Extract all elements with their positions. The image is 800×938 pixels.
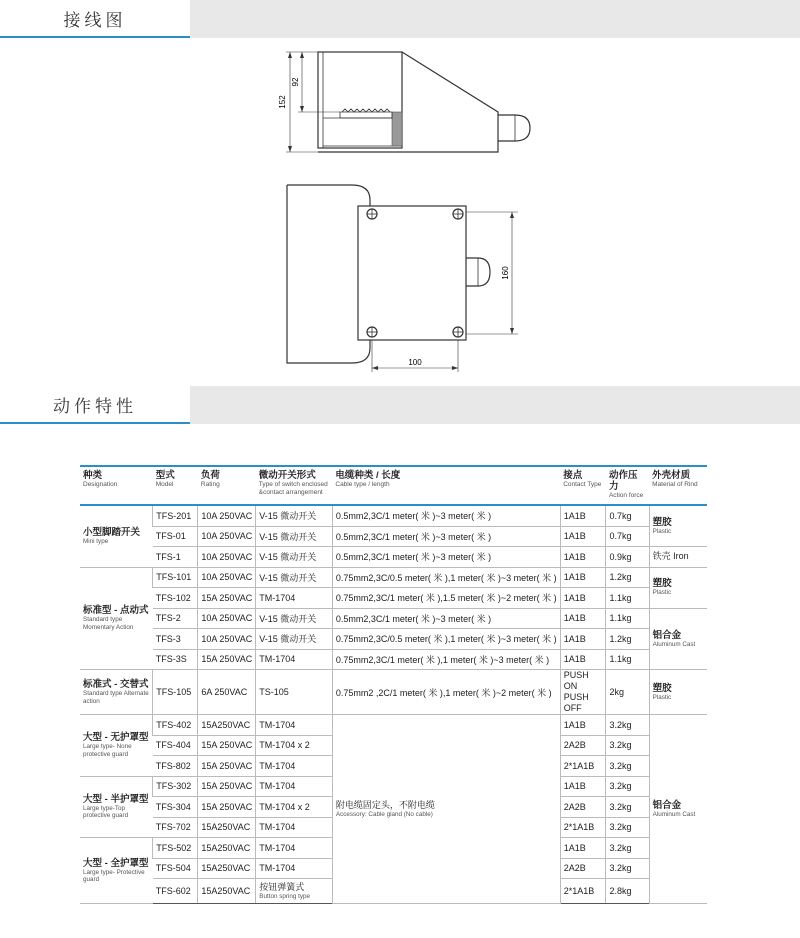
switch-cell: V-15 微动开关 (256, 526, 333, 547)
characteristics-section-header (0, 386, 800, 424)
model-cell: TFS-302 (153, 776, 198, 797)
header-contact: 接点 Contact Type (560, 466, 606, 505)
header-switch-type: 微动开关形式 Type of switch enclosed &contact arrangement (256, 466, 333, 505)
switch-cell: TM-1704 (256, 756, 333, 777)
force-cell: 3.2kg (606, 776, 649, 797)
model-cell: TFS-602 (153, 879, 198, 904)
table-row (80, 588, 707, 609)
switch-cell: TM-1704 (256, 817, 333, 838)
dim-label-152: 152 (278, 95, 287, 109)
rating-cell: 10A 250VAC (198, 567, 256, 588)
model-cell: TFS-3 (153, 629, 198, 650)
group-cell: 大型 - 无护罩型 Large type- None protective guard (80, 715, 153, 777)
contact-cell: 2A2B (560, 858, 606, 879)
contact-cell: 1A1B (560, 629, 606, 650)
header-designation: 种类 Designation (80, 466, 153, 505)
rating-cell: 15A 250VAC (198, 756, 256, 777)
contact-cell: 2*1A1B (560, 817, 606, 838)
rating-cell: 15A250VAC (198, 879, 256, 904)
model-cell: TFS-802 (153, 756, 198, 777)
header-bar-background (190, 386, 800, 424)
group-cell: 标准式 - 交替式 Standard type Alternate action (80, 670, 153, 715)
contact-cell: 1A1B (560, 715, 606, 736)
contact-cell: 1A1B (560, 838, 606, 859)
force-cell: 2.8kg (606, 879, 649, 904)
contact-cell: 1A1B (560, 547, 606, 568)
contact-cell: 2A2B (560, 797, 606, 818)
force-cell: 3.2kg (606, 838, 649, 859)
contact-cell: 1A1B (560, 649, 606, 670)
dimension-drawing (0, 40, 800, 380)
force-cell: 3.2kg (606, 715, 649, 736)
rating-cell: 15A 250VAC (198, 649, 256, 670)
table-row (80, 670, 707, 715)
table-header-row (80, 466, 707, 505)
model-cell: TFS-01 (153, 526, 198, 547)
cable-cell: 0.75mm2,3C/1 meter( 米 ),1 meter( 米 )~3 meter( 米 ) (332, 649, 560, 670)
force-cell: 3.2kg (606, 797, 649, 818)
contact-cell: 1A1B (560, 776, 606, 797)
model-cell: TFS-304 (153, 797, 198, 818)
table-row (80, 715, 707, 736)
side-view-body (318, 52, 402, 148)
top-view-outline (287, 185, 370, 206)
contact-cell: PUSH ON PUSH OFF (560, 670, 606, 715)
table-row (80, 649, 707, 670)
spring-icon (342, 109, 390, 112)
contact-cell: 2*1A1B (560, 756, 606, 777)
cable-cell: 0.75mm2 ,2C/1 meter( 米 ),1 meter( 米 )~2 meter( 米 ) (332, 670, 560, 715)
cable-cell: 0.75mm2,3C/0.5 meter( 米 ),1 meter( 米 )~3 meter( 米 ) (332, 629, 560, 650)
rating-cell: 15A250VAC (198, 858, 256, 879)
rating-cell: 6A 250VAC (198, 670, 256, 715)
force-cell: 1.1kg (606, 608, 649, 629)
contact-cell: 2A2B (560, 735, 606, 756)
rating-cell: 15A 250VAC (198, 776, 256, 797)
force-cell: 1.1kg (606, 588, 649, 609)
cable-cell: 0.75mm2,3C/1 meter( 米 ),1.5 meter( 米 )~2 meter( 米 ) (332, 588, 560, 609)
model-cell: TFS-502 (153, 838, 198, 859)
contact-cell: 1A1B (560, 505, 606, 526)
switch-cell: V-15 微动开关 (256, 567, 333, 588)
header-model: 型式 Model (153, 466, 198, 505)
header-force: 动作压力 Action force (606, 466, 649, 505)
cable-cell: 0.5mm2,3C/1 meter( 米 )~3 meter( 米 ) (332, 547, 560, 568)
model-cell: TFS-102 (153, 588, 198, 609)
rating-cell: 15A 250VAC (198, 735, 256, 756)
group-cell: 大型 - 半护罩型 Large type-Top protective guard (80, 776, 153, 838)
force-cell: 0.7kg (606, 505, 649, 526)
table-row (80, 608, 707, 629)
group-cell: 小型脚踏开关 Mini type (80, 505, 153, 567)
rating-cell: 10A 250VAC (198, 505, 256, 526)
force-cell: 1.2kg (606, 629, 649, 650)
model-cell: TFS-1 (153, 547, 198, 568)
switch-cell: V-15 微动开关 (256, 608, 333, 629)
switch-cell: TM-1704 (256, 858, 333, 879)
switch-cell: TM-1704 (256, 776, 333, 797)
section-underline (0, 422, 190, 424)
table-row (80, 547, 707, 568)
group-cell: 标准型 - 点动式 Standard type Momentary Action (80, 567, 153, 670)
model-cell: TFS-101 (153, 567, 198, 588)
contact-cell: 1A1B (560, 567, 606, 588)
material-cell: 塑胶 Plastic (649, 567, 707, 608)
dim-label-100: 100 (408, 358, 422, 367)
group-cell: 大型 - 全护罩型 Large type- Protective guard (80, 838, 153, 904)
dim-label-92: 92 (291, 77, 300, 87)
header-bar-background (190, 0, 800, 38)
contact-cell: 2*1A1B (560, 879, 606, 904)
force-cell: 0.9kg (606, 547, 649, 568)
material-cell: 铁壳 Iron (649, 547, 707, 568)
rating-cell: 15A250VAC (198, 838, 256, 859)
force-cell: 3.2kg (606, 817, 649, 838)
header-rating: 负荷 Rating (198, 466, 256, 505)
rating-cell: 10A 250VAC (198, 526, 256, 547)
rating-cell: 15A 250VAC (198, 588, 256, 609)
table-row (80, 505, 707, 526)
material-cell: 塑胶 Plastic (649, 505, 707, 547)
force-cell: 0.7kg (606, 526, 649, 547)
cable-cell: 0.75mm2,3C/0.5 meter( 米 ),1 meter( 米 )~3 meter( 米 ) (332, 567, 560, 588)
material-cell: 铝合金 Aluminum Cast (649, 608, 707, 670)
table-row (80, 526, 707, 547)
spec-table (80, 465, 707, 904)
force-cell: 3.2kg (606, 735, 649, 756)
header-cable: 电缆种类 / 长度 Cable type / length (332, 466, 560, 505)
switch-cell: 按钮弹簧式 Button spring type (256, 879, 333, 904)
switch-cell: TM-1704 (256, 838, 333, 859)
rating-cell: 10A 250VAC (198, 608, 256, 629)
model-cell: TFS-702 (153, 817, 198, 838)
wiring-section-header (0, 0, 800, 38)
rating-cell: 15A 250VAC (198, 797, 256, 818)
rating-cell: 15A250VAC (198, 817, 256, 838)
model-cell: TFS-504 (153, 858, 198, 879)
switch-cell: V-15 微动开关 (256, 505, 333, 526)
table-row (80, 629, 707, 650)
model-cell: TFS-404 (153, 735, 198, 756)
force-cell: 1.1kg (606, 649, 649, 670)
section-title: 动作特性 (53, 396, 137, 417)
contact-cell: 1A1B (560, 588, 606, 609)
model-cell: TFS-3S (153, 649, 198, 670)
force-cell: 3.2kg (606, 858, 649, 879)
switch-cell: V-15 微动开关 (256, 629, 333, 650)
table-row (80, 567, 707, 588)
rating-cell: 10A 250VAC (198, 629, 256, 650)
side-view-switch (392, 112, 402, 146)
force-cell: 1.2kg (606, 567, 649, 588)
section-title: 接线图 (63, 10, 127, 31)
force-cell: 3.2kg (606, 756, 649, 777)
switch-cell: TM-1704 (256, 649, 333, 670)
model-cell: TFS-105 (153, 670, 198, 715)
cable-cell: 附电缆固定头，不附电缆 Accessory: Cable gland (No cable) (332, 715, 560, 904)
side-view-pedal (402, 52, 498, 152)
model-cell: TFS-2 (153, 608, 198, 629)
switch-cell: TM-1704 x 2 (256, 797, 333, 818)
force-cell: 2kg (606, 670, 649, 715)
model-cell: TFS-201 (153, 505, 198, 526)
cable-cell: 0.5mm2,3C/1 meter( 米 )~3 meter( 米 ) (332, 505, 560, 526)
cable-cell: 0.5mm2,3C/1 meter( 米 )~3 meter( 米 ) (332, 608, 560, 629)
switch-cell: TM-1704 (256, 715, 333, 736)
material-cell: 铝合金 Aluminum Cast (649, 715, 707, 904)
material-cell: 塑胶 Plastic (649, 670, 707, 715)
switch-cell: TS-105 (256, 670, 333, 715)
side-view-button (498, 115, 530, 141)
switch-cell: TM-1704 (256, 588, 333, 609)
dim-label-160: 160 (501, 266, 510, 280)
model-cell: TFS-402 (153, 715, 198, 736)
top-view-base (358, 206, 466, 340)
switch-cell: TM-1704 x 2 (256, 735, 333, 756)
section-underline (0, 36, 190, 38)
contact-cell: 1A1B (560, 608, 606, 629)
rating-cell: 15A250VAC (198, 715, 256, 736)
cable-cell: 0.5mm2,3C/1 meter( 米 )~3 meter( 米 ) (332, 526, 560, 547)
header-material: 外壳材质 Material of Rind (649, 466, 707, 505)
contact-cell: 1A1B (560, 526, 606, 547)
switch-cell: V-15 微动开关 (256, 547, 333, 568)
rating-cell: 10A 250VAC (198, 547, 256, 568)
